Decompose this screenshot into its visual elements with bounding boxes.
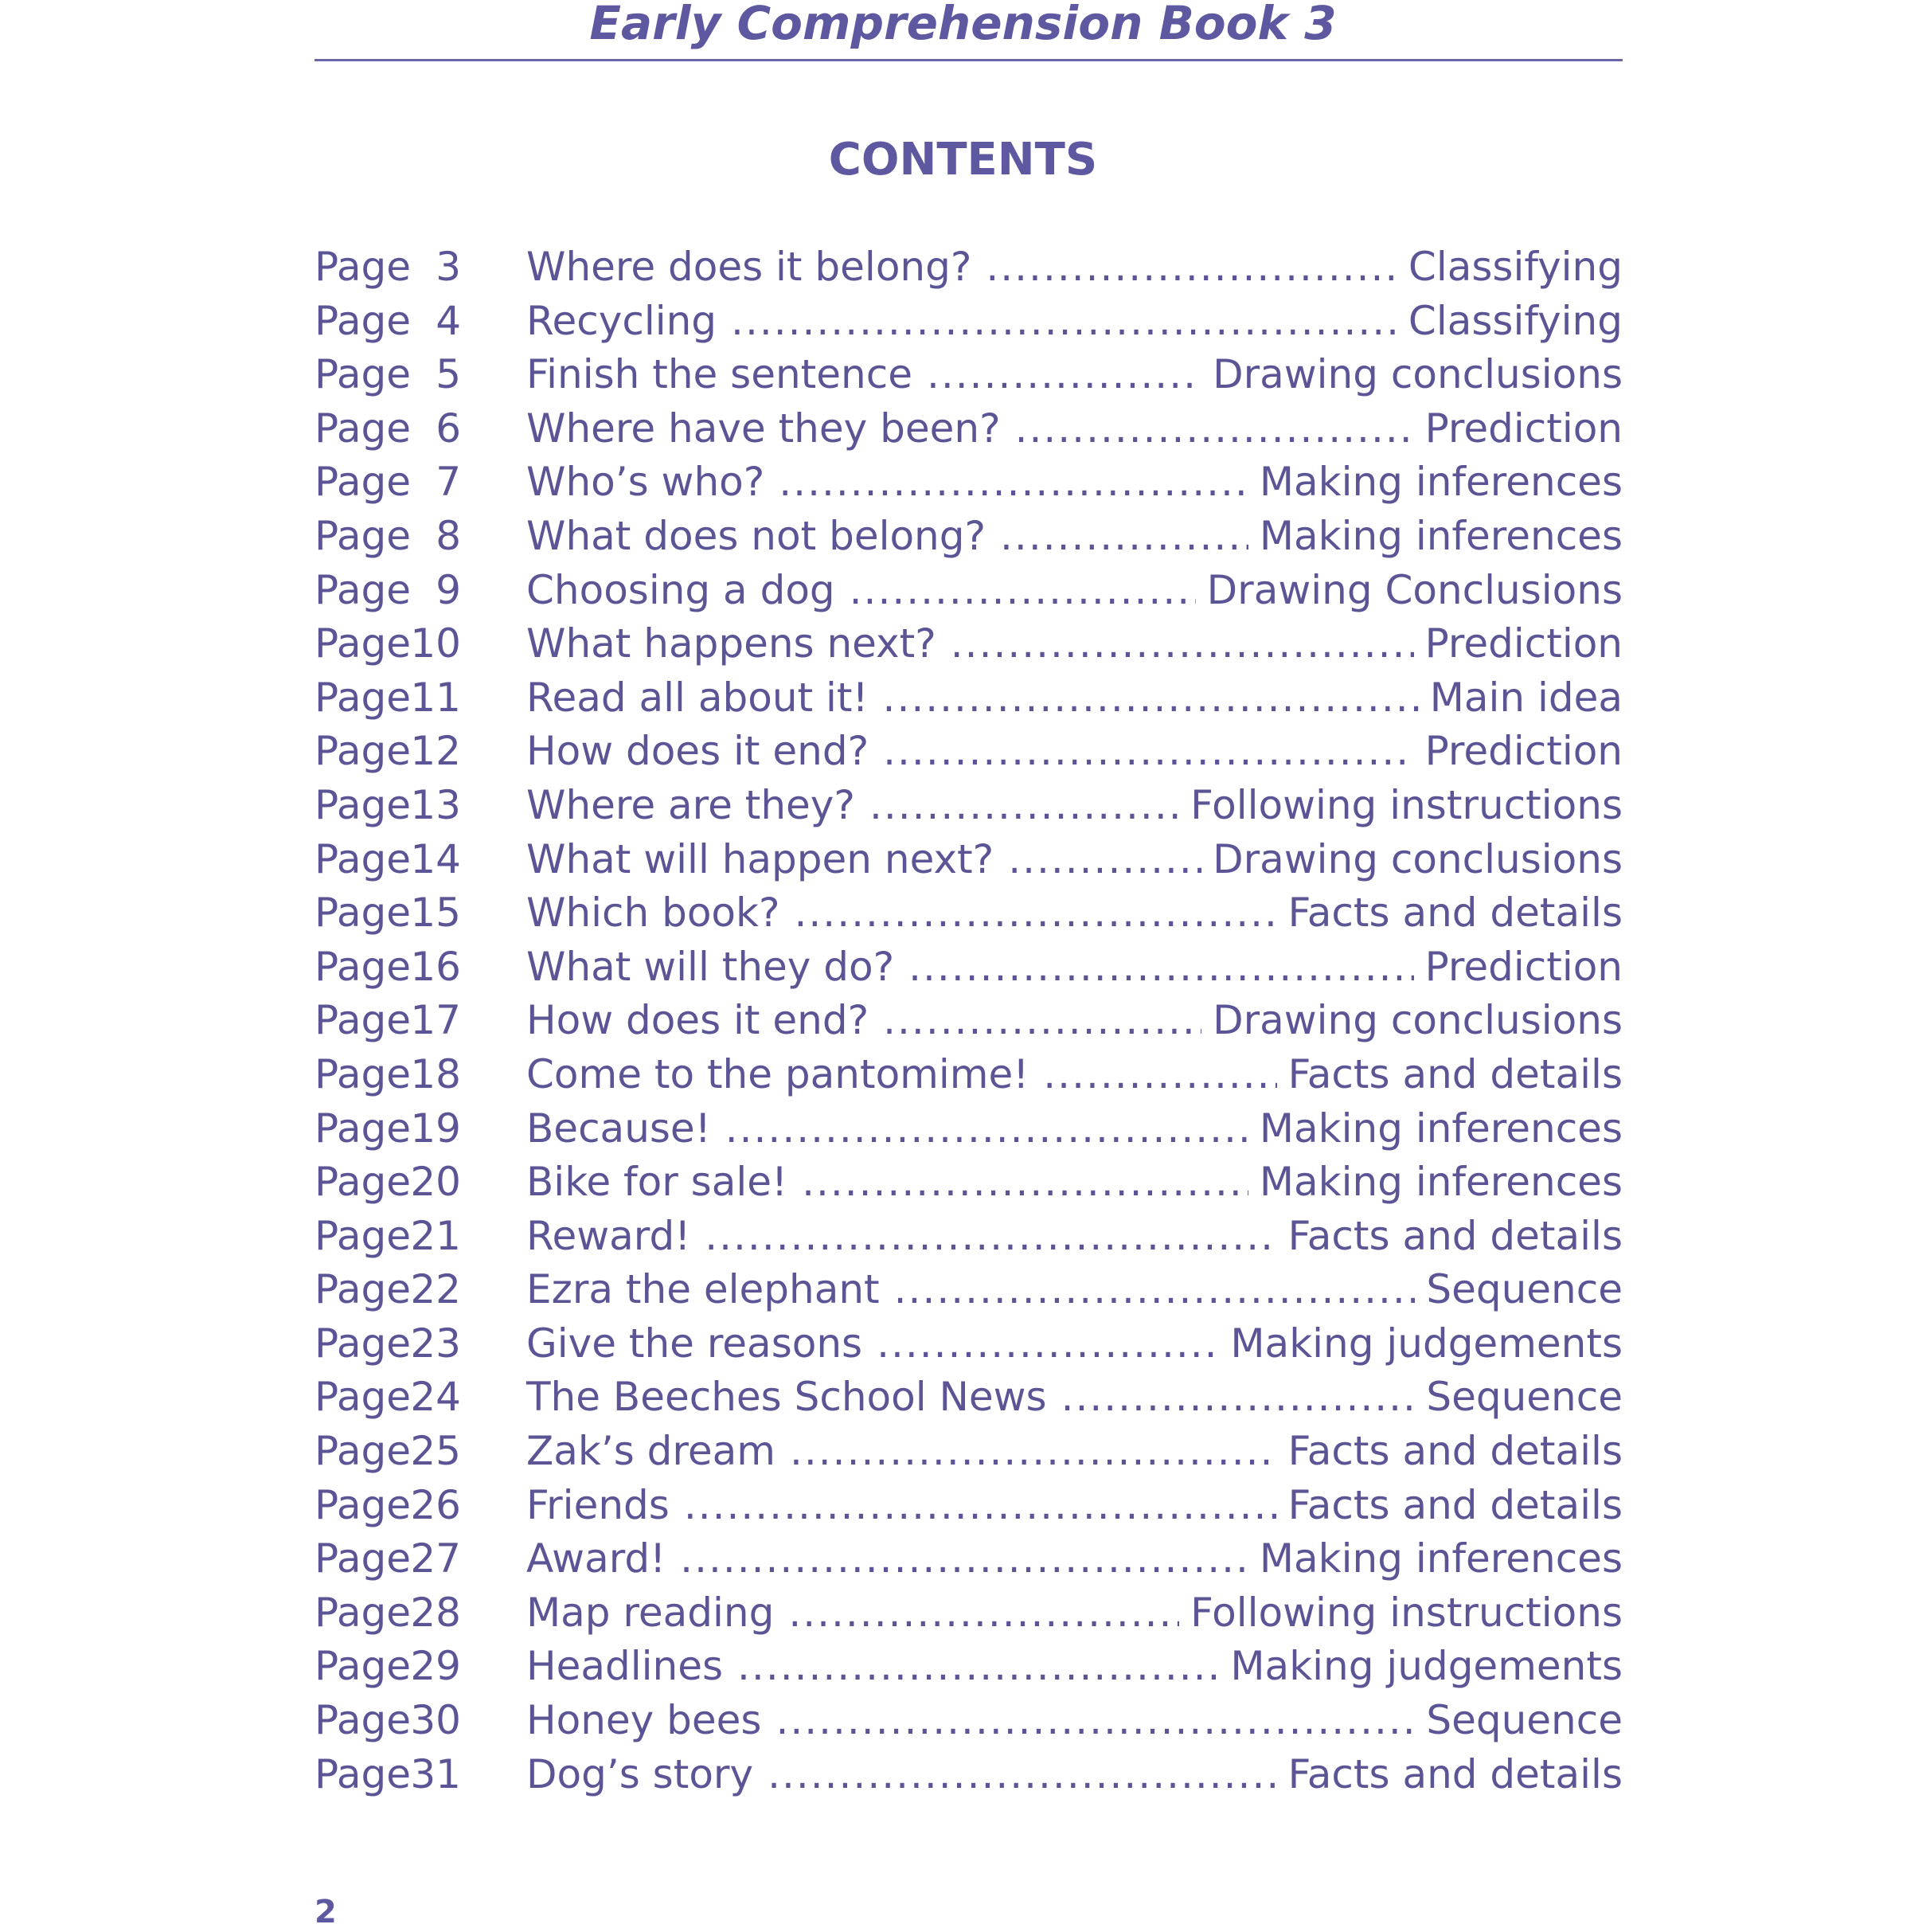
- toc-entry-title: Which book?: [526, 890, 780, 937]
- toc-entry: [314, 295, 1623, 349]
- toc-entry: [314, 1694, 1623, 1748]
- toc-page-label: Page: [314, 459, 412, 506]
- toc-entry: [314, 725, 1623, 779]
- toc-page-label: Page: [314, 1428, 412, 1475]
- toc-page-label: Page: [314, 244, 412, 290]
- toc-page-number: 12: [410, 728, 461, 775]
- toc-entry-skill: Drawing Conclusions: [1206, 566, 1623, 613]
- toc-entry-title: Honey bees: [526, 1697, 762, 1744]
- toc-entry: [314, 241, 1623, 295]
- toc-entry-skill: Facts and details: [1287, 890, 1623, 937]
- toc-entry: [314, 617, 1623, 671]
- toc-dot-leader: [1015, 402, 1414, 456]
- toc-page-label: Page: [314, 1535, 412, 1582]
- toc-page-number: 7: [436, 459, 461, 506]
- toc-entry-title: Recycling: [526, 297, 717, 344]
- header-divider: [314, 59, 1623, 61]
- toc-entry-title: Award!: [526, 1535, 666, 1582]
- toc-page-number: 9: [436, 566, 461, 613]
- toc-dot-leader: [680, 1532, 1248, 1586]
- toc-page-number: 23: [410, 1320, 461, 1367]
- toc-entry: [314, 1210, 1623, 1264]
- toc-entry: [314, 1479, 1623, 1533]
- toc-entry: [314, 456, 1623, 510]
- toc-page-number: 21: [410, 1212, 461, 1259]
- toc-entry-title: Come to the pantomime!: [526, 1050, 1029, 1097]
- toc-dot-leader: [1008, 833, 1201, 887]
- toc-entry-skill: Making inferences: [1259, 1159, 1623, 1206]
- toc-entry-title: Read all about it!: [526, 674, 869, 721]
- toc-entry-skill: Making inferences: [1259, 1535, 1623, 1582]
- toc-page-label: Page: [314, 566, 412, 613]
- toc-dot-leader: [908, 941, 1413, 995]
- book-title: Early Comprehension Book 3: [589, 0, 1337, 50]
- toc-entry-title: Choosing a dog: [526, 566, 835, 613]
- toc-page-number: 26: [410, 1481, 461, 1528]
- toc-entry-skill: Making inferences: [1259, 459, 1623, 506]
- toc-page-number: 15: [410, 890, 461, 937]
- toc-page-number: 24: [410, 1374, 461, 1421]
- toc-page-label: Page: [314, 1374, 412, 1421]
- toc-page-number: 3: [436, 244, 461, 290]
- toc-entry-skill: Making inferences: [1259, 512, 1623, 559]
- toc-entry-skill: Making inferences: [1259, 1105, 1623, 1152]
- toc-entry: [314, 779, 1623, 833]
- toc-dot-leader: [850, 564, 1196, 618]
- toc-entry-title: Who’s who?: [526, 459, 765, 506]
- toc-entry: [314, 1048, 1623, 1102]
- toc-page-number: 18: [410, 1050, 461, 1097]
- toc-entry-skill: Prediction: [1424, 620, 1623, 667]
- toc-dot-leader: [869, 779, 1179, 833]
- toc-entry-skill: Prediction: [1424, 728, 1623, 775]
- toc-entry-title: How does it end?: [526, 728, 869, 775]
- toc-entry-title: Map reading: [526, 1589, 775, 1636]
- toc-entry-title: Where does it belong?: [526, 244, 972, 290]
- toc-entry-title: Reward!: [526, 1212, 691, 1259]
- toc-entry-skill: Sequence: [1426, 1374, 1623, 1421]
- toc-entry-skill: Classifying: [1408, 244, 1623, 290]
- toc-entry: [314, 1586, 1623, 1641]
- toc-entry-skill: Sequence: [1426, 1266, 1623, 1313]
- toc-entry-skill: Facts and details: [1287, 1212, 1623, 1259]
- toc-dot-leader: [768, 1748, 1277, 1802]
- toc-dot-leader: [877, 1317, 1219, 1371]
- toc-entry-skill: Prediction: [1424, 943, 1623, 990]
- toc-entry-skill: Drawing conclusions: [1213, 997, 1623, 1044]
- toc-entry-skill: Facts and details: [1287, 1050, 1623, 1097]
- toc-entry-title: What happens next?: [526, 620, 936, 667]
- toc-page-number: 11: [410, 674, 461, 721]
- toc-dot-leader: [986, 241, 1397, 295]
- toc-entry: [314, 348, 1623, 402]
- toc-dot-leader: [1061, 1371, 1416, 1425]
- toc-entry: [314, 1317, 1623, 1371]
- toc-entry: [314, 564, 1623, 618]
- toc-dot-leader: [883, 994, 1201, 1048]
- toc-entry: [314, 1640, 1623, 1694]
- toc-entry: [314, 833, 1623, 887]
- toc-page-label: Page: [314, 781, 412, 828]
- toc-entry-skill: Facts and details: [1287, 1481, 1623, 1528]
- toc-entry-title: How does it end?: [526, 997, 869, 1044]
- toc-page-label: Page: [314, 297, 412, 344]
- toc-dot-leader: [894, 1263, 1416, 1317]
- toc-page-label: Page: [314, 835, 412, 882]
- toc-entry-skill: Following instructions: [1190, 781, 1623, 828]
- toc-entry-skill: Making judgements: [1230, 1643, 1623, 1690]
- toc-entry-skill: Main idea: [1429, 674, 1623, 721]
- toc-entry: [314, 1532, 1623, 1586]
- toc-entry-title: Finish the sentence: [526, 351, 912, 398]
- toc-entry: [314, 671, 1623, 725]
- toc-page-number: 19: [410, 1105, 461, 1152]
- toc-entry-skill: Facts and details: [1287, 1428, 1623, 1475]
- toc-entry: [314, 1371, 1623, 1425]
- toc-entry-title: Zak’s dream: [526, 1428, 775, 1475]
- toc-entry-skill: Classifying: [1408, 297, 1623, 344]
- toc-page-number: 6: [436, 405, 461, 452]
- toc-page-label: Page: [314, 1320, 412, 1367]
- toc-dot-leader: [788, 1586, 1179, 1641]
- toc-page-label: Page: [314, 1750, 412, 1797]
- toc-entry: [314, 994, 1623, 1048]
- toc-page-number: 14: [410, 835, 461, 882]
- toc-page-number: 27: [410, 1535, 461, 1582]
- toc-entry-title: The Beeches School News: [526, 1374, 1047, 1421]
- toc-page-number: 25: [410, 1428, 461, 1475]
- toc-page-label: Page: [314, 1159, 412, 1206]
- toc-entry: [314, 1263, 1623, 1317]
- toc-dot-leader: [1043, 1048, 1276, 1102]
- toc-dot-leader: [790, 1425, 1277, 1479]
- toc-dot-leader: [927, 348, 1201, 402]
- toc-entry-title: What does not belong?: [526, 512, 986, 559]
- toc-dot-leader: [684, 1479, 1277, 1533]
- toc-entry: [314, 402, 1623, 456]
- toc-entry-skill: Facts and details: [1287, 1750, 1623, 1797]
- contents-heading: CONTENTS: [828, 134, 1098, 186]
- toc-entry-skill: Making judgements: [1230, 1320, 1623, 1367]
- toc-page-label: Page: [314, 1105, 412, 1152]
- page-number: 2: [314, 1894, 337, 1930]
- toc-page-label: Page: [314, 405, 412, 452]
- toc-page-number: 31: [410, 1750, 461, 1797]
- toc-entry-title: Dog’s story: [526, 1750, 754, 1797]
- toc-dot-leader: [1000, 510, 1248, 564]
- toc-entry-title: What will they do?: [526, 943, 895, 990]
- toc-entry: [314, 886, 1623, 941]
- toc-entry: [314, 510, 1623, 564]
- toc-page-label: Page: [314, 1050, 412, 1097]
- toc-page-label: Page: [314, 1212, 412, 1259]
- toc-entry: [314, 941, 1623, 995]
- toc-dot-leader: [737, 1640, 1219, 1694]
- toc-dot-leader: [951, 617, 1414, 671]
- toc-page-number: 13: [410, 781, 461, 828]
- toc-entry-title: Where are they?: [526, 781, 855, 828]
- toc-entry-skill: Prediction: [1424, 405, 1623, 452]
- toc-page-label: Page: [314, 351, 412, 398]
- toc-page-number: 10: [410, 620, 461, 667]
- toc-page-label: Page: [314, 1697, 412, 1744]
- toc-dot-leader: [725, 1102, 1248, 1156]
- toc-page-label: Page: [314, 943, 412, 990]
- toc-entry-title: Bike for sale!: [526, 1159, 788, 1206]
- toc-page-number: 4: [436, 297, 461, 344]
- toc-page-label: Page: [314, 997, 412, 1044]
- toc-page-number: 16: [410, 943, 461, 990]
- toc-dot-leader: [705, 1210, 1276, 1264]
- toc-dot-leader: [883, 671, 1419, 725]
- toc-page-number: 20: [410, 1159, 461, 1206]
- toc-page-number: 30: [410, 1697, 461, 1744]
- toc-page-number: 8: [436, 512, 461, 559]
- toc-page-label: Page: [314, 1266, 412, 1313]
- toc-entry-skill: Following instructions: [1190, 1589, 1623, 1636]
- toc-entry-title: Because!: [526, 1105, 711, 1152]
- toc-page-number: 29: [410, 1643, 461, 1690]
- toc-dot-leader: [775, 1694, 1415, 1748]
- toc-page-label: Page: [314, 512, 412, 559]
- toc-entry: [314, 1102, 1623, 1156]
- toc-page-number: 17: [410, 997, 461, 1044]
- toc-page-number: 22: [410, 1266, 461, 1313]
- toc-entry-title: Ezra the elephant: [526, 1266, 880, 1313]
- toc-entry-skill: Drawing conclusions: [1213, 835, 1623, 882]
- toc-entry-title: Headlines: [526, 1643, 724, 1690]
- toc-entry: [314, 1156, 1623, 1210]
- toc-entry-skill: Sequence: [1426, 1697, 1623, 1744]
- toc-page-label: Page: [314, 620, 412, 667]
- toc-page-label: Page: [314, 1589, 412, 1636]
- toc-page-number: 28: [410, 1589, 461, 1636]
- toc-dot-leader: [731, 295, 1397, 349]
- toc-entry: [314, 1425, 1623, 1479]
- toc-dot-leader: [883, 725, 1413, 779]
- toc-page-label: Page: [314, 728, 412, 775]
- table-of-contents: [314, 241, 1623, 1801]
- toc-dot-leader: [779, 456, 1248, 510]
- toc-entry: [314, 1748, 1623, 1802]
- toc-page-label: Page: [314, 890, 412, 937]
- toc-page-label: Page: [314, 1481, 412, 1528]
- toc-page-number: 5: [436, 351, 461, 398]
- toc-entry-title: What will happen next?: [526, 835, 994, 882]
- toc-dot-leader: [802, 1156, 1248, 1210]
- toc-dot-leader: [795, 886, 1277, 941]
- toc-entry-title: Give the reasons: [526, 1320, 863, 1367]
- toc-entry-title: Where have they been?: [526, 405, 1001, 452]
- toc-page-label: Page: [314, 1643, 412, 1690]
- toc-entry-skill: Drawing conclusions: [1213, 351, 1623, 398]
- toc-page-label: Page: [314, 674, 412, 721]
- toc-entry-title: Friends: [526, 1481, 670, 1528]
